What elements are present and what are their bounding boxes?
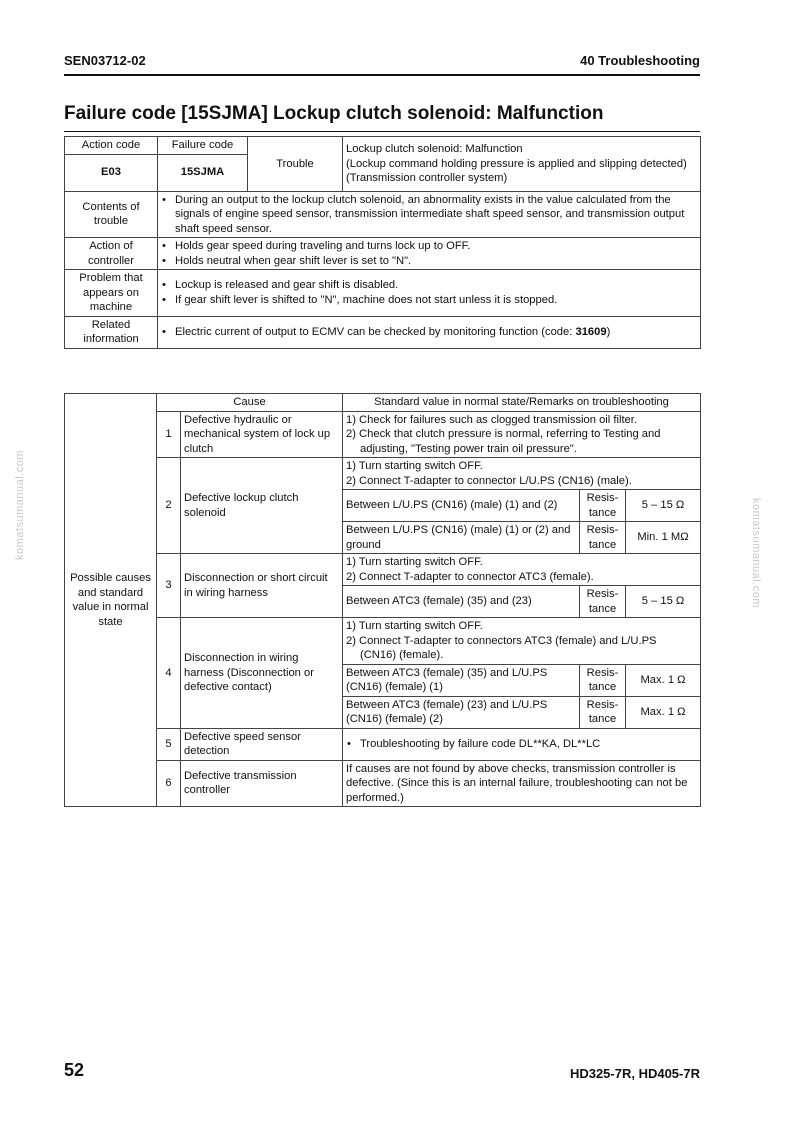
cause-remarks (343, 411, 701, 458)
watermark-left: komatsumanual.com (14, 450, 26, 560)
problem-text (158, 270, 701, 317)
cause-number: 6 (157, 760, 181, 807)
action-item: • Holds gear speed during traveling and turns lock up to OFF. (161, 239, 697, 254)
contents-item: • During an output to the lockup clutch solenoid, an abnormality exists in the value calculated from the signals of engine speed sensor, transmission intermediate shaft speed sensor, and transmission output shaft speed sensor. (161, 193, 697, 237)
cause-number: 4 (157, 618, 181, 729)
trouble-label: Trouble (248, 137, 343, 192)
cause-steps (343, 458, 701, 490)
contents-label: Contents of trouble (65, 191, 158, 238)
standard-value: 5 – 15 Ω (626, 586, 701, 618)
problem-item: • Lockup is released and gear shift is disabled. (161, 278, 697, 293)
page-number: 52 (64, 1060, 85, 1080)
trouble-line: Lockup clutch solenoid: Malfunction (346, 143, 523, 155)
resistance-label: Resis-tance (580, 586, 626, 618)
monitoring-code: 31609 (575, 325, 607, 338)
action-code-label: Action code (65, 137, 158, 155)
trouble-description (343, 137, 701, 192)
related-text (158, 316, 701, 348)
resistance-label: Resis-tance (580, 490, 626, 522)
remark-item: • Troubleshooting by failure code DL**KA, DL**LC (346, 737, 697, 752)
step-line: 1) Turn starting switch OFF. (346, 556, 483, 568)
cause-description: Defective transmission controller (181, 760, 343, 807)
check-between: Between ATC3 (female) (35) and L/U.PS (CN16) (female) (1) (343, 664, 580, 696)
step-line: 2) Connect T-adapter to connector ATC3 (female). (346, 570, 594, 583)
step-line: 2) Connect T-adapter to connector L/U.PS (CN16) (male). (346, 474, 632, 487)
remarks-header: Standard value in normal state/Remarks on troubleshooting (343, 394, 701, 412)
title-rule (64, 131, 700, 132)
standard-value: Min. 1 MΩ (626, 522, 701, 554)
cause-description: Disconnection in wiring harness (Disconnection or defective contact) (181, 618, 343, 729)
check-between: Between L/U.PS (CN16) (male) (1) and (2) (343, 490, 580, 522)
trouble-line: (Lockup command holding pressure is applied and slipping detected) (346, 157, 687, 170)
cause-number: 3 (157, 554, 181, 618)
contents-text (158, 191, 701, 238)
cause-header: Cause (157, 394, 343, 412)
related-label: Related information (65, 316, 158, 348)
step-line: 1) Turn starting switch OFF. (346, 460, 483, 472)
cause-description: Defective hydraulic or mechanical system of lock up clutch (181, 411, 343, 458)
step-line: 2) Connect T-adapter to connectors ATC3 (female) and L/U.PS (346, 634, 657, 647)
causes-group-label: Possible causes and standard value in normal state (65, 394, 157, 807)
check-between: Between L/U.PS (CN16) (male) (1) or (2) and ground (343, 522, 580, 554)
cause-description: Defective speed sensor detection (181, 728, 343, 760)
cause-number: 1 (157, 411, 181, 458)
action-code-value: E03 (65, 154, 158, 191)
header-rule (64, 74, 700, 76)
trouble-line: (Transmission controller system) (346, 172, 508, 184)
remark-line: 2) Check that clutch pressure is normal, referring to Testing and (346, 428, 661, 440)
section-title: 40 Troubleshooting (580, 53, 700, 68)
failure-code-label: Failure code (158, 137, 248, 155)
related-item (161, 325, 697, 340)
check-between: Between ATC3 (female) (23) and L/U.PS (CN16) (female) (2) (343, 696, 580, 728)
resistance-label: Resis-tance (580, 664, 626, 696)
cause-steps (343, 618, 701, 665)
cause-description: Defective lockup clutch solenoid (181, 458, 343, 554)
standard-value: 5 – 15 Ω (626, 490, 701, 522)
related-close: ) (606, 325, 611, 338)
remark-line: 1) Check for failures such as clogged transmission oil filter. (346, 413, 637, 426)
standard-value: Max. 1 Ω (626, 664, 701, 696)
failure-code-value: 15SJMA (158, 154, 248, 191)
cause-remarks: If causes are not found by above checks, transmission controller is defective. (Since this is an internal failure, troubleshooting can not be performed.) (343, 760, 701, 807)
related-description: Electric current of output to ECMV can be checked by monitoring function (code: (175, 325, 576, 338)
page-title: Failure code [15SJMA] Lockup clutch solenoid: Malfunction (64, 103, 604, 124)
machine-models: HD325-7R, HD405-7R (569, 1066, 700, 1081)
step-line: 1) Turn starting switch OFF. (346, 620, 483, 632)
cause-steps (343, 554, 701, 586)
resistance-label: Resis-tance (580, 522, 626, 554)
step-line: (CN16) (female). (360, 649, 444, 661)
cause-description: Disconnection or short circuit in wiring harness (181, 554, 343, 618)
action-text (158, 238, 701, 270)
watermark-right: komatsumanual.com (750, 498, 762, 608)
action-label: Action of controller (65, 238, 158, 270)
resistance-label: Resis-tance (580, 696, 626, 728)
action-item: • Holds neutral when gear shift lever is set to "N". (161, 254, 697, 269)
cause-number: 5 (157, 728, 181, 760)
causes-table (64, 393, 701, 807)
problem-label: Problem that appears on machine (65, 270, 158, 317)
cause-remarks (343, 728, 701, 760)
problem-item: • If gear shift lever is shifted to "N", machine does not start unless it is stopped. (161, 293, 697, 308)
standard-value: Max. 1 Ω (626, 696, 701, 728)
document-code: SEN03712-02 (64, 53, 146, 68)
remark-line: adjusting, "Testing power train oil pressure". (360, 442, 577, 455)
failure-info-table (64, 136, 701, 349)
check-between: Between ATC3 (female) (35) and (23) (343, 586, 580, 618)
cause-number: 2 (157, 458, 181, 554)
